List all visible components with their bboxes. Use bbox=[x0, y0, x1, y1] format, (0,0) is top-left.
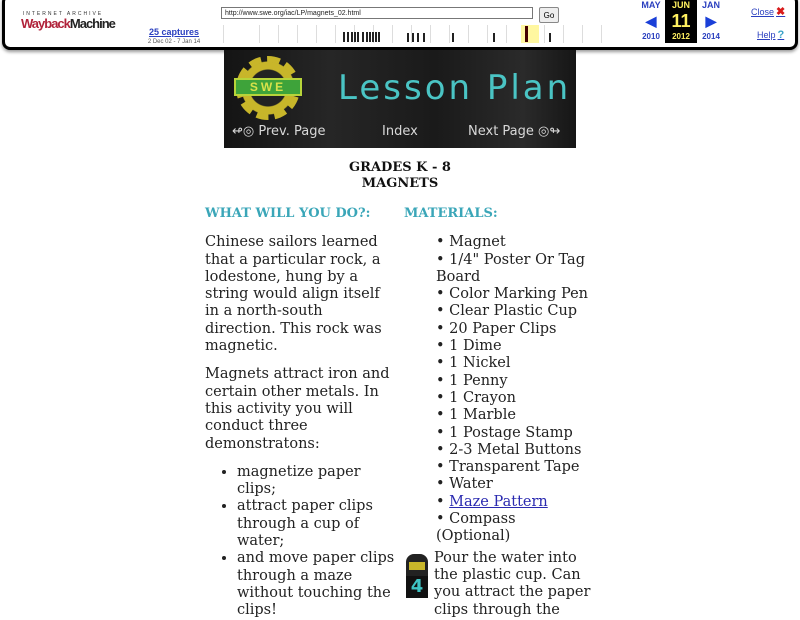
help-icon[interactable]: ? bbox=[777, 29, 785, 41]
grades-heading: GRADES K - 8 bbox=[349, 160, 451, 175]
url-input[interactable]: http://www.swe.org/iac/LP/magnets_02.html bbox=[221, 7, 533, 19]
list-item: • 1 Crayon bbox=[436, 390, 594, 407]
captures-link[interactable]: 25 captures bbox=[148, 27, 200, 37]
list-item: • Compass (Optional) bbox=[436, 511, 594, 546]
logo-machine: Machine bbox=[69, 16, 115, 31]
step-4-icon bbox=[406, 554, 428, 598]
topic-heading: MAGNETS bbox=[361, 176, 439, 191]
prev-page-link[interactable]: ↫◎ Prev. Page bbox=[232, 124, 326, 139]
list-item: • 1 Postage Stamp bbox=[436, 425, 594, 442]
capture-sparkline[interactable] bbox=[223, 25, 635, 43]
close-label: Close bbox=[751, 7, 775, 17]
prev-year: 2010 bbox=[642, 32, 660, 41]
swe-gear-logo-icon bbox=[236, 56, 300, 120]
demonstrations-list bbox=[205, 464, 395, 620]
prev-capture[interactable] bbox=[635, 0, 667, 43]
next-month: JAN bbox=[701, 0, 720, 10]
lesson-plan-banner bbox=[224, 50, 576, 148]
list-item: • and move paper clips through a maze without touching the clips! bbox=[237, 550, 395, 619]
close-button[interactable] bbox=[751, 5, 785, 18]
prev-month: MAY bbox=[641, 0, 661, 10]
list-item: • 1 Penny bbox=[436, 373, 594, 390]
face-icon bbox=[409, 562, 425, 570]
list-item: • 1 Dime bbox=[436, 338, 594, 355]
logo-wayback: Wayback bbox=[21, 16, 70, 31]
current-capture bbox=[665, 0, 697, 43]
wayback-toolbar bbox=[2, 0, 798, 50]
list-item: • Clear Plastic Cup bbox=[436, 303, 594, 320]
banner-title: Lesson Plan bbox=[338, 68, 572, 108]
list-item bbox=[436, 494, 594, 511]
current-day: 11 bbox=[671, 11, 691, 31]
captures-info bbox=[135, 27, 213, 45]
list-item: • 1/4" Poster Or Tag Board bbox=[436, 252, 594, 287]
current-year: 2012 bbox=[672, 32, 690, 41]
activity-paragraph: Magnets attract iron and certain other metals. In this activity you will conduct three demonstratons: bbox=[205, 366, 390, 452]
next-page-link[interactable]: Next Page ◎↬ bbox=[468, 124, 561, 139]
list-item: • 1 Marble bbox=[436, 407, 594, 424]
what-will-you-do-heading: WHAT WILL YOU DO?: bbox=[205, 206, 371, 221]
step-text: Pour the water into the plastic cup. Can you attract the paper clips through the bbox=[434, 549, 591, 618]
step-number: 4 bbox=[406, 576, 428, 598]
close-icon[interactable]: ✖ bbox=[776, 6, 786, 18]
help-label: Help bbox=[757, 30, 776, 40]
list-item: • attract paper clips through a cup of water; bbox=[237, 498, 395, 550]
next-capture[interactable] bbox=[695, 0, 727, 43]
step-4 bbox=[404, 550, 594, 619]
what-will-you-do-column bbox=[205, 205, 395, 620]
help-button[interactable] bbox=[757, 29, 784, 41]
current-month: JUN bbox=[671, 0, 690, 10]
materials-list bbox=[404, 234, 594, 545]
internet-archive-label: INTERNET ARCHIVE bbox=[22, 11, 104, 17]
list-item: • Water bbox=[436, 476, 594, 493]
next-arrow-icon[interactable]: ▶ bbox=[705, 13, 717, 29]
list-item: • 2-3 Metal Buttons bbox=[436, 442, 594, 459]
prev-arrow-icon[interactable]: ◀ bbox=[645, 13, 657, 29]
captures-range: 2 Dec 02 - 7 Jan 14 bbox=[147, 39, 201, 45]
materials-heading: MATERIALS: bbox=[404, 206, 498, 221]
list-item: • Color Marking Pen bbox=[436, 286, 594, 303]
materials-column bbox=[404, 205, 594, 619]
list-item: • Magnet bbox=[436, 234, 594, 251]
swe-logo-text: SWE bbox=[234, 78, 302, 96]
list-item: • magnetize paper clips; bbox=[237, 464, 395, 499]
go-button[interactable]: Go bbox=[539, 7, 559, 23]
next-year: 2014 bbox=[702, 32, 720, 41]
intro-paragraph: Chinese sailors learned that a particular rock, a lodestone, hung by a string would align itself in a north-south direction. This rock was magnetic. bbox=[205, 234, 382, 355]
wayback-logo[interactable] bbox=[21, 11, 115, 31]
list-item: • 20 Paper Clips bbox=[436, 321, 594, 338]
list-item: • 1 Nickel bbox=[436, 355, 594, 372]
list-item: • Transparent Tape bbox=[436, 459, 594, 476]
index-link[interactable]: Index bbox=[382, 124, 418, 139]
maze-pattern-link[interactable]: Maze Pattern bbox=[449, 493, 548, 510]
